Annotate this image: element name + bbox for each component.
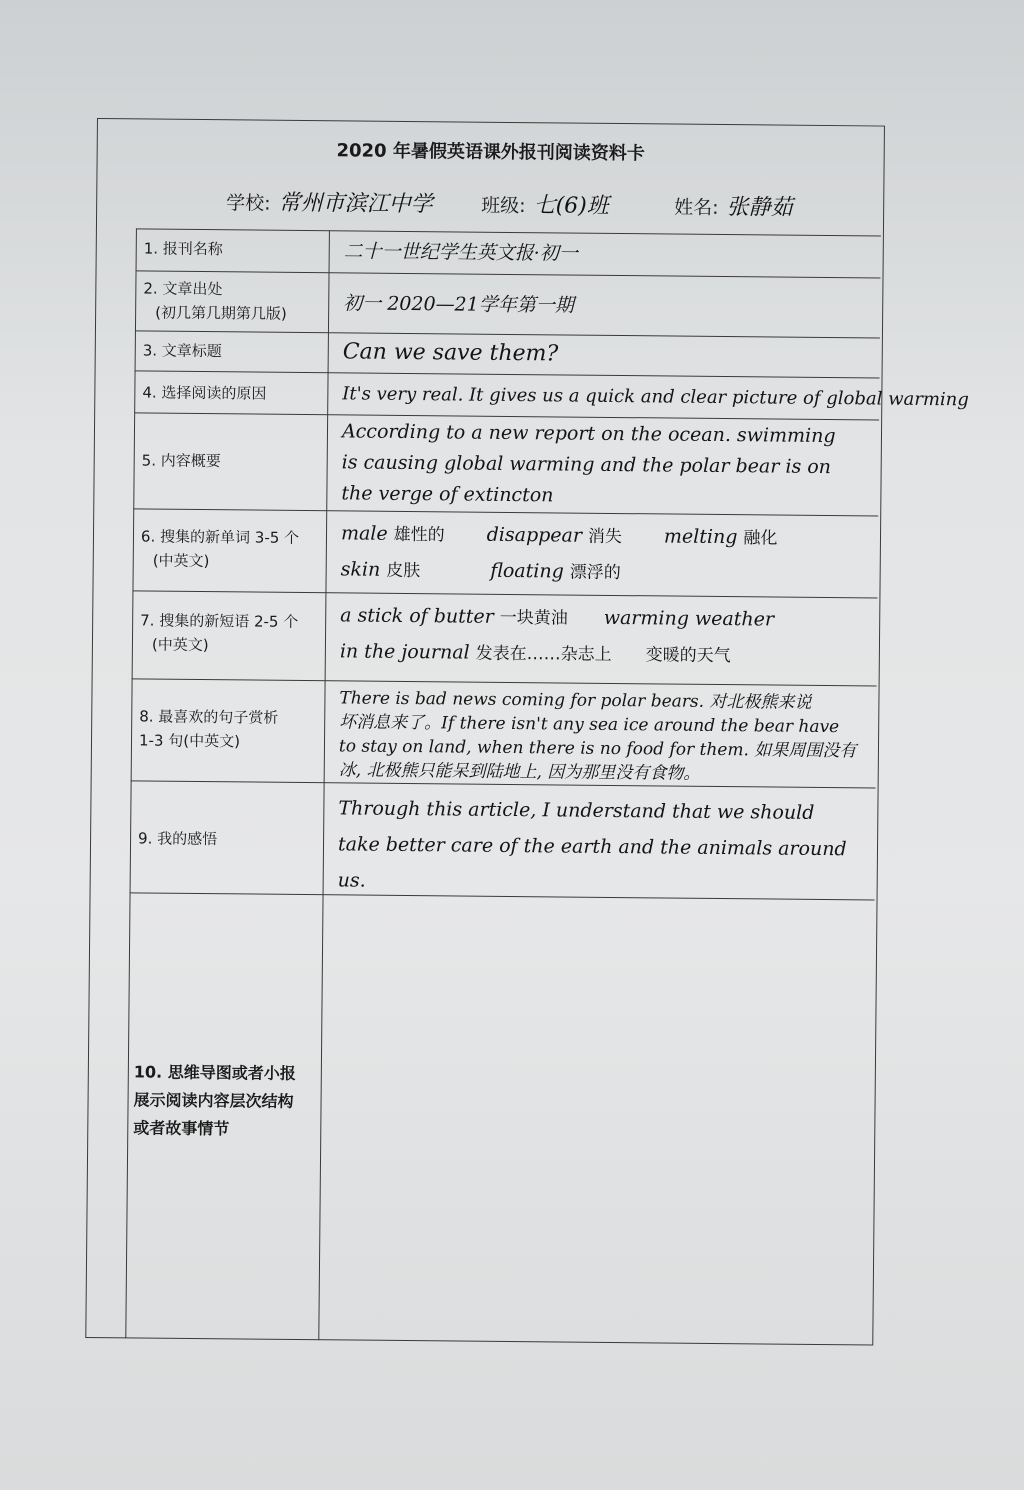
row-8-line-3: to stay on land, when there is no food for them. 如果周围没有	[338, 736, 857, 762]
row-10-value-empty	[321, 896, 875, 1341]
class-value: 七(6)班	[533, 193, 609, 219]
row-10-label-line1: 10. 思维导图或者小报	[133, 1062, 296, 1083]
word-en: disappear	[486, 523, 583, 547]
word-item	[490, 556, 621, 589]
word-item	[664, 521, 778, 554]
row-1-value: 二十一世纪学生英文报·初一	[343, 240, 578, 265]
row-7-label-line2: (中英文)	[151, 635, 209, 655]
row-9-value	[338, 790, 884, 903]
phrase-line	[340, 636, 885, 673]
word-line	[341, 554, 886, 591]
phrase-zh: 一块黄油	[499, 607, 568, 629]
row-3-label: 3. 文章标题	[142, 341, 222, 361]
row-9-line-3: us.	[337, 869, 366, 892]
row-10-label	[133, 1058, 314, 1144]
row-5-line-3: the verge of extincton	[341, 482, 554, 507]
row-5-line-1: According to a new report on the ocean. swimming	[341, 420, 836, 448]
phrase-en: warming weather	[603, 606, 775, 631]
row-2-value: 初一 2020—21学年第一期	[343, 292, 574, 317]
word-en: skin	[340, 558, 381, 581]
phrase-en: a stick of butter	[340, 604, 494, 628]
row-8-value	[339, 686, 885, 787]
word-item	[487, 520, 623, 553]
row-5-line-2: is causing global warming and the polar bear is on	[341, 451, 832, 479]
phrase-item	[604, 603, 775, 636]
row-7-value	[340, 600, 886, 673]
phrase-en: in the journal	[339, 640, 470, 664]
row-9-line-2: take better care of the earth and the animals around	[337, 833, 847, 861]
word-en: male	[340, 522, 388, 545]
word-line	[341, 518, 886, 555]
word-zh: 雄性的	[393, 524, 445, 546]
row-8-line-4: 冰, 北极熊只能呆到陆地上, 因为那里没有食物。	[338, 760, 701, 784]
word-item	[341, 554, 421, 587]
phrase-zh: 变暖的天气	[645, 645, 731, 667]
row-2-label	[143, 276, 323, 326]
row-6-value	[341, 518, 887, 591]
word-zh: 融化	[743, 528, 778, 549]
row-8-label-line2: 1-3 句(中英文)	[138, 731, 241, 751]
class-field	[481, 188, 609, 220]
word-item	[341, 518, 445, 551]
row-6-label-line2: (中英文)	[152, 551, 210, 571]
word-zh: 消失	[587, 526, 623, 548]
school-value: 常州市滨江中学	[278, 190, 433, 218]
school-field	[226, 185, 433, 218]
row-9-label: 9. 我的感悟	[138, 829, 218, 849]
row-2-label-line1: 2. 文章出处	[143, 279, 223, 299]
row-4-value: It's very real. It gives us a quick and clear picture of global warming	[342, 383, 969, 411]
word-en: melting	[663, 525, 738, 549]
row-7-label	[140, 608, 320, 658]
reading-card	[85, 118, 969, 1346]
row-5-value	[341, 416, 887, 514]
row-2-label-line2: (初几第几期第几版)	[155, 303, 287, 323]
row-9-line-1: Through this article, I understand that we should	[338, 797, 815, 824]
phrase-line	[340, 600, 885, 637]
row-6-label-line1: 6. 搜集的新单词 3-5 个	[140, 527, 300, 547]
school-label: 学校:	[226, 192, 271, 215]
phrase-item	[340, 636, 612, 671]
phrase-zh: 发表在……杂志上	[475, 643, 612, 665]
card-title: 2020 年暑假英语课外报刊阅读资料卡	[336, 140, 645, 165]
row-8-label-line1: 8. 最喜欢的句子赏析	[139, 707, 279, 727]
row-3-value: Can we save them?	[342, 339, 559, 367]
name-label: 姓名:	[674, 196, 719, 219]
name-field	[674, 190, 793, 222]
row-4-label: 4. 选择阅读的原因	[142, 383, 267, 403]
row-1-label: 1. 报刊名称	[143, 239, 223, 259]
row-10-label-line3: 或者故事情节	[133, 1118, 230, 1139]
row-5-label: 5. 内容概要	[141, 451, 221, 471]
phrase-item	[340, 600, 568, 634]
row-6-label	[141, 524, 321, 574]
word-zh: 皮肤	[386, 560, 421, 582]
row-8-line-1: There is bad news coming for polar bears. 对北极熊来说	[339, 688, 812, 713]
word-zh: 漂浮的	[569, 562, 621, 584]
row-10-label-line2: 展示阅读内容层次结构	[133, 1090, 294, 1111]
row-8-label	[139, 704, 319, 754]
row-7-label-line1: 7. 搜集的新短语 2-5 个	[140, 611, 299, 631]
word-en: floating	[490, 559, 564, 583]
name-value: 张静茹	[726, 195, 793, 221]
row-8-line-2: 坏消息来了。If there isn't any sea ice around the bear have	[339, 712, 840, 738]
class-label: 班级:	[481, 194, 526, 218]
